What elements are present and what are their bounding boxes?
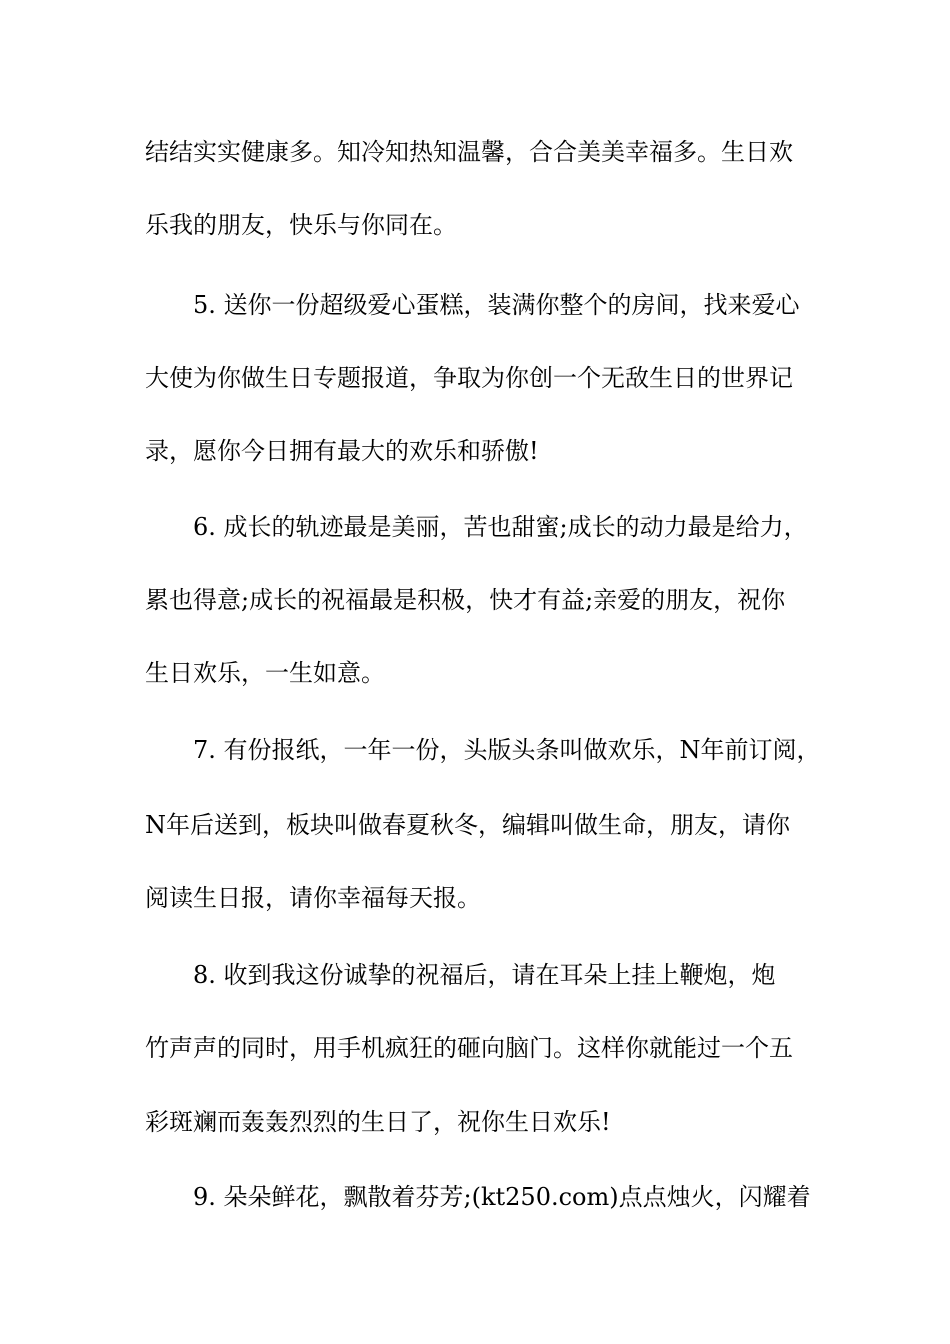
text-line: 彩斑斓而轰轰烈烈的生日了，祝你生日欢乐!: [145, 1108, 611, 1136]
text-line: 5. 送你一份超级爱心蛋糕，装满你整个的房间，找来爱心: [145, 291, 800, 319]
text-line: 乐我的朋友，快乐与你同在。: [145, 211, 457, 239]
text-line: 8. 收到我这份诚挚的祝福后，请在耳朵上挂上鞭炮，炮: [145, 961, 776, 989]
text-line: 录，愿你今日拥有最大的欢乐和骄傲!: [145, 437, 539, 465]
text-line: 7. 有份报纸，一年一份，头版头条叫做欢乐，N年前订阅，: [145, 736, 821, 764]
text-line: N年后送到，板块叫做春夏秋冬，编辑叫做生命，朋友，请你: [145, 811, 790, 839]
text-line: 9. 朵朵鲜花，飘散着芬芳;(kt250.com)点点烛火，闪耀着: [145, 1183, 811, 1211]
text-line: 结结实实健康多。知冷知热知温馨，合合美美幸福多。生日欢: [145, 138, 793, 166]
text-line: 6. 成长的轨迹最是美丽，苦也甜蜜;成长的动力最是给力，: [145, 513, 808, 541]
text-line: 阅读生日报，请你幸福每天报。: [145, 884, 481, 912]
text-line: 累也得意;成长的祝福最是积极，快才有益;亲爱的朋友，祝你: [145, 586, 786, 614]
text-line: 生日欢乐，一生如意。: [145, 659, 385, 687]
text-line: 竹声声的同时，用手机疯狂的砸向脑门。这样你就能过一个五: [145, 1034, 793, 1062]
text-line: 大使为你做生日专题报道，争取为你创一个无敌生日的世界记: [145, 364, 793, 392]
